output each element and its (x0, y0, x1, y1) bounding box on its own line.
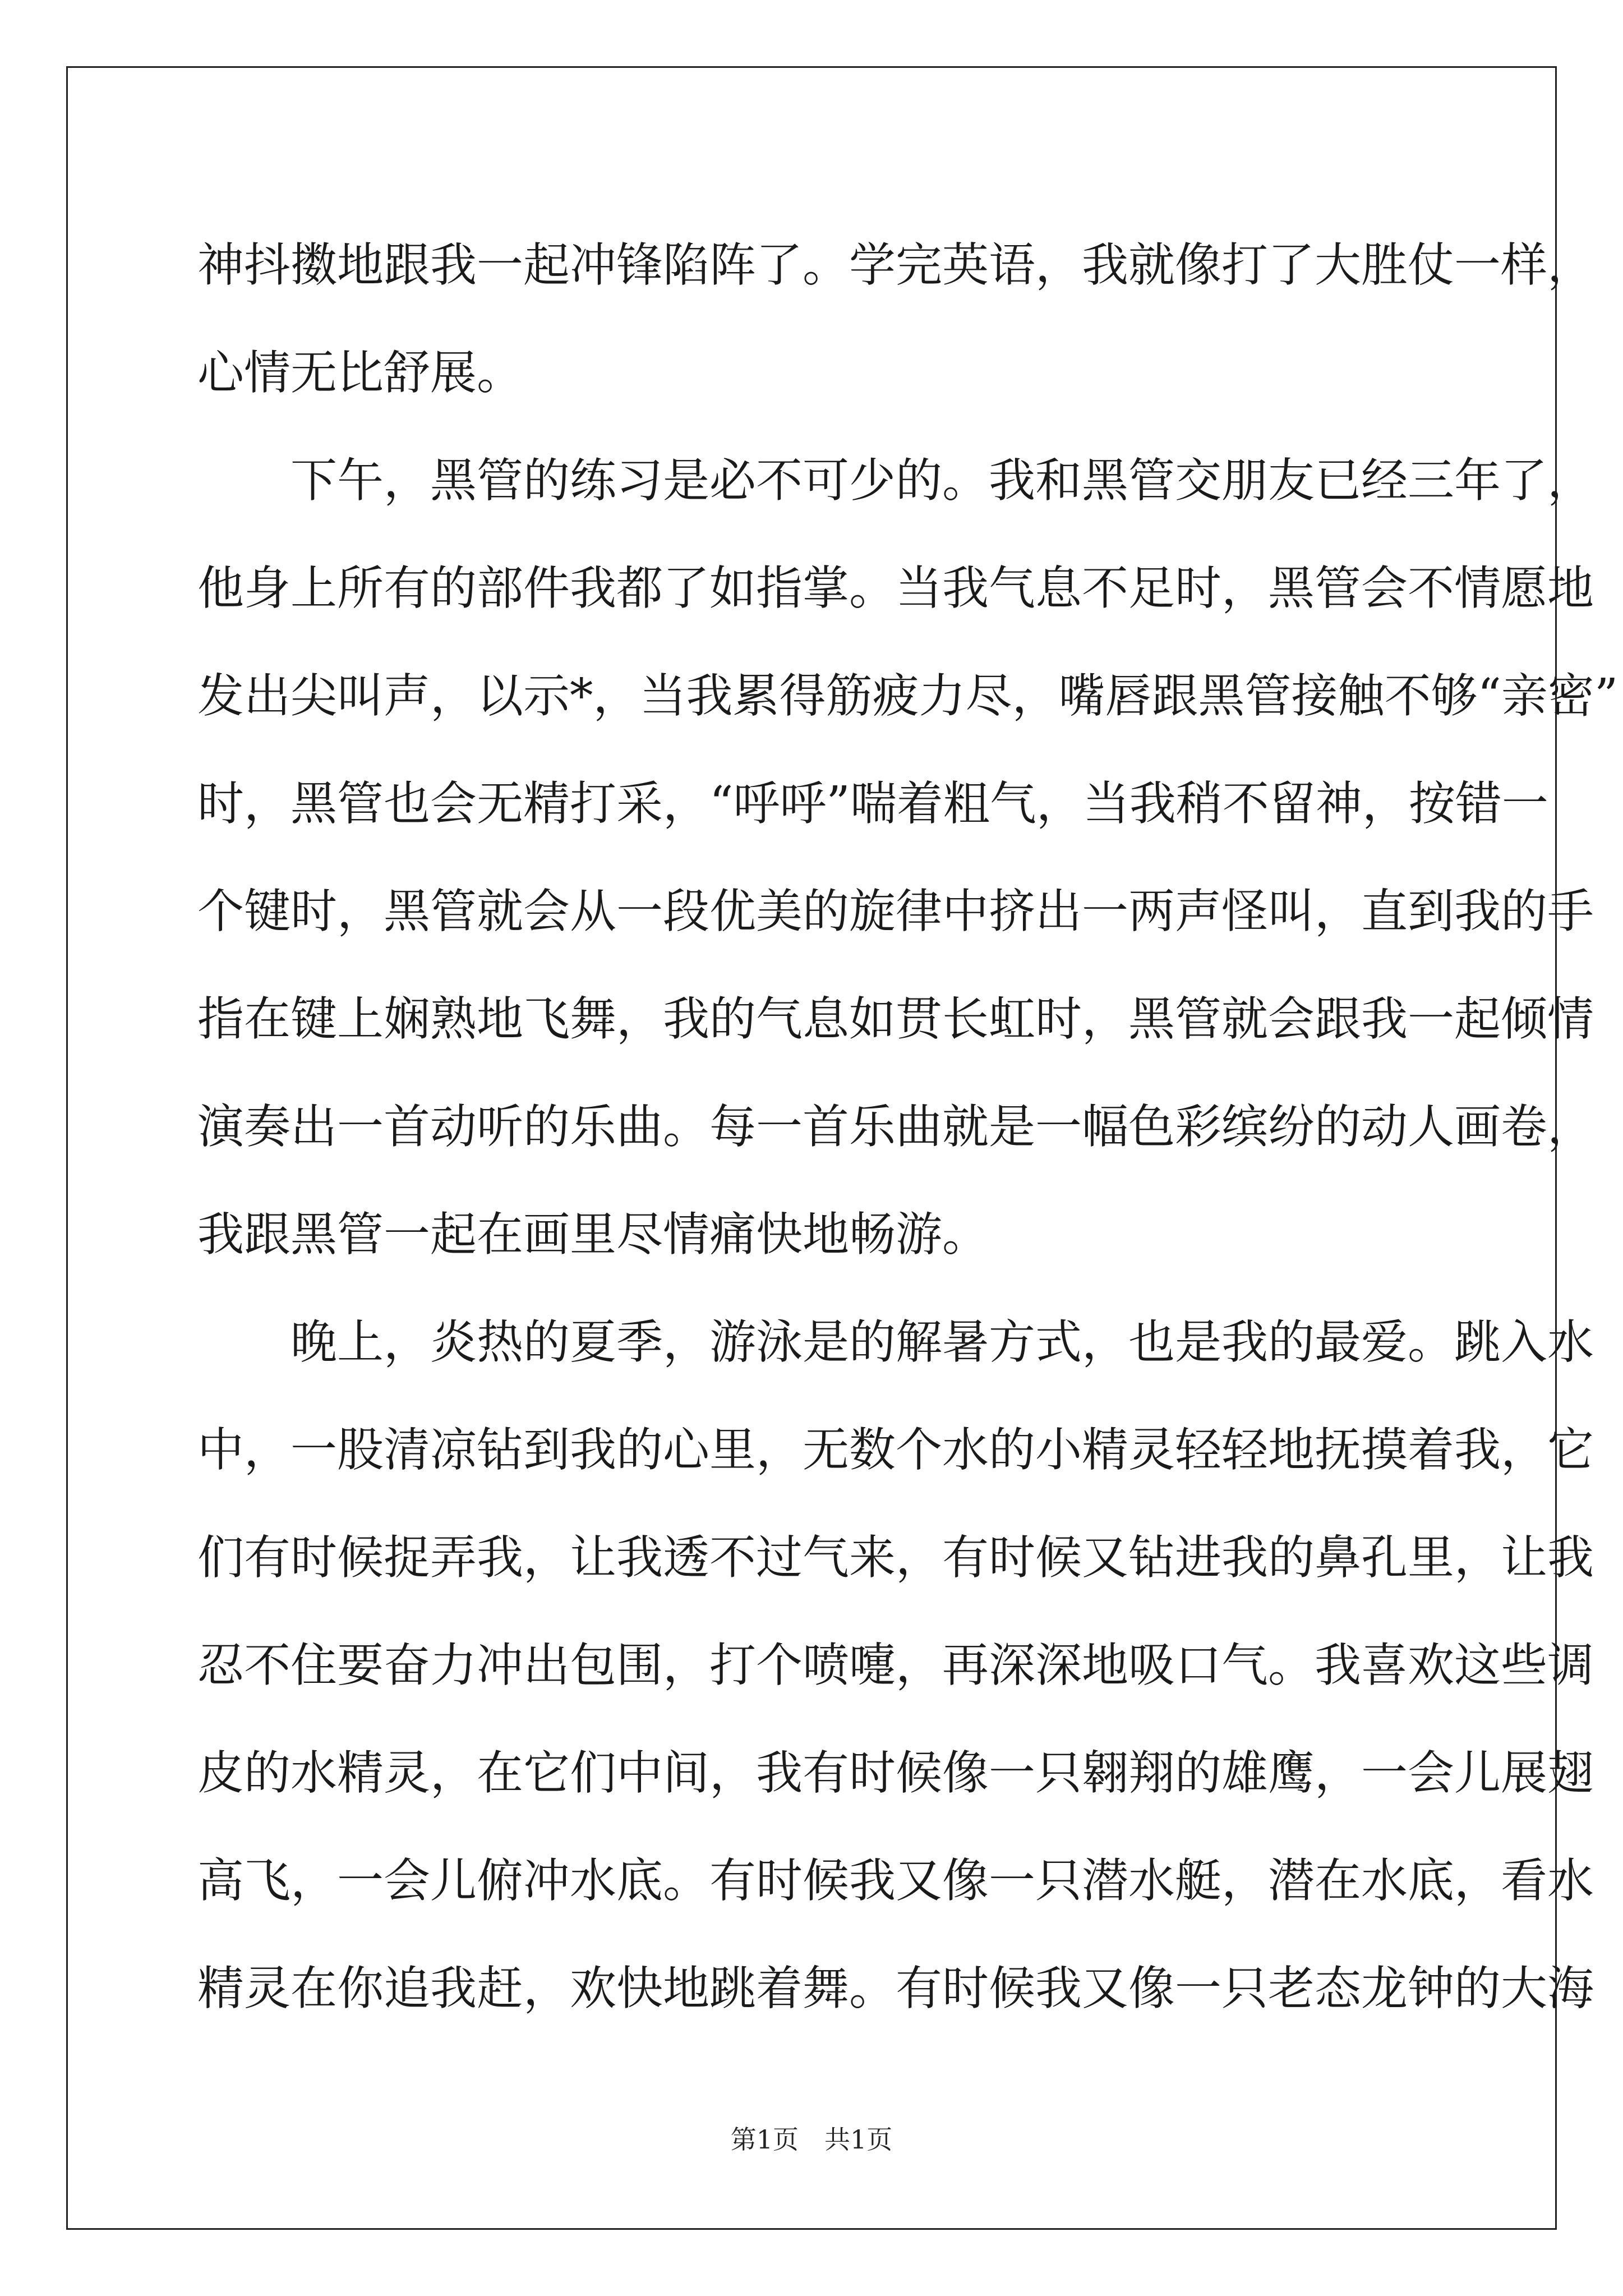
text-line: 中，一股清凉钻到我的心里，无数个水的小精灵轻轻地抚摸着我，它 (197, 1423, 1594, 1477)
text-line: 个键时，黑管就会从一段优美的旋律中挤出一两声怪叫，直到我的手 (197, 884, 1594, 938)
text-line: 皮的水精灵，在它们中间，我有时候像一只翱翔的雄鹰，一会儿展翅 (197, 1746, 1594, 1800)
text-line: 神抖擞地跟我一起冲锋陷阵了。学完英语，我就像打了大胜仗一样， (197, 238, 1594, 292)
document-body (197, 211, 1619, 2042)
page-number-footer: 第1页 共1页 (730, 2124, 893, 2155)
text-line: 他身上所有的部件我都了如指掌。当我气息不足时，黑管会不情愿地 (197, 561, 1594, 615)
text-line: 高飞，一会儿俯冲水底。有时候我又像一只潜水艇，潜在水底，看水 (197, 1853, 1594, 1908)
text-line: 下午，黑管的练习是必不可少的。我和黑管交朋友已经三年了， (197, 453, 1594, 508)
text-line: 我跟黑管一起在画里尽情痛快地畅游。 (197, 1207, 989, 1262)
text-line: 演奏出一首动听的乐曲。每一首乐曲就是一幅色彩缤纷的动人画卷， (197, 1099, 1594, 1154)
text-line: 时，黑管也会无精打采，“呼呼”喘着粗气，当我稍不留神，按错一 (197, 776, 1548, 831)
text-line: 发出尖叫声，以示*，当我累得筋疲力尽，嘴唇跟黑管接触不够“亲密” (197, 669, 1619, 723)
text-line: 心情无比舒展。 (197, 346, 523, 400)
text-line: 精灵在你追我赶，欢快地跳着舞。有时候我又像一只老态龙钟的大海 (197, 1961, 1594, 2016)
text-line: 们有时候捉弄我，让我透不过气来，有时候又钻进我的鼻孔里，让我 (197, 1530, 1594, 1585)
text-line: 晚上，炎热的夏季，游泳是的解暑方式，也是我的最爱。跳入水 (197, 1315, 1594, 1369)
text-line: 忍不住要奋力冲出包围，打个喷嚏，再深深地吸口气。我喜欢这些调 (197, 1638, 1594, 1692)
text-line: 指在键上娴熟地飞舞，我的气息如贯长虹时，黑管就会跟我一起倾情 (197, 992, 1594, 1046)
